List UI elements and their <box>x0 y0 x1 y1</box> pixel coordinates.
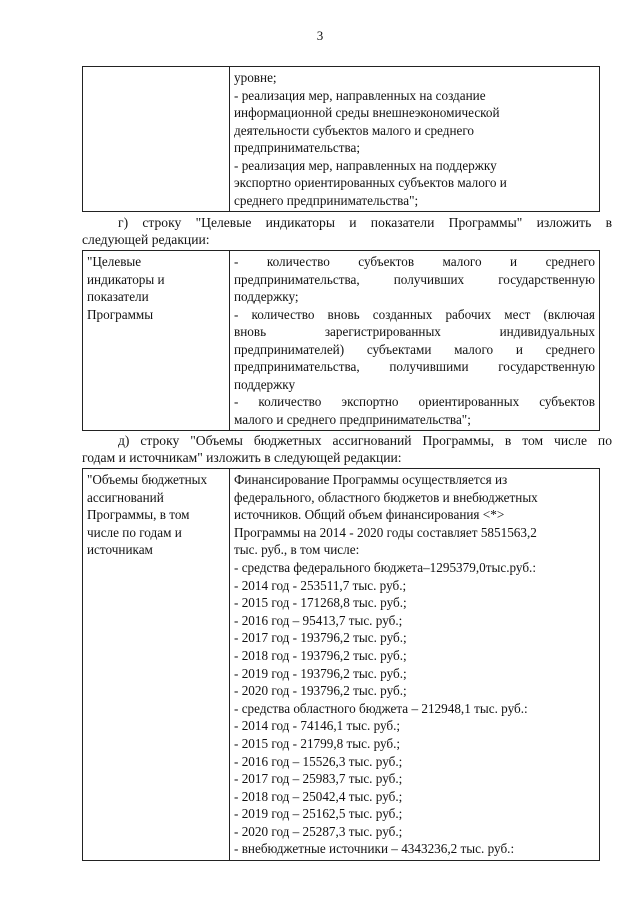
paragraph-d-line: годам и источникам" изложить в следующей редакции: <box>82 450 402 465</box>
table3-line: - 2018 год - 193796,2 тыс. руб.; <box>234 647 407 663</box>
table3-line: - 2016 год – 95413,7 тыс. руб.; <box>234 612 403 628</box>
table3-label-line: числе по годам и <box>87 524 182 540</box>
table2-line: предпринимательства, получивших государственную <box>234 271 595 287</box>
paragraph-g-line: г) строку "Целевые индикаторы и показатели Программы" изложить в <box>118 215 612 230</box>
table3-line: - 2019 год - 193796,2 тыс. руб.; <box>234 665 407 681</box>
table2-line: - количество субъектов малого и среднего <box>234 254 595 269</box>
table3-col1 <box>83 469 230 861</box>
table2-line: поддержку <box>234 376 296 392</box>
table1-line: среднего предпринимательства"; <box>234 192 419 208</box>
table3-line: Финансирование Программы осуществляется из <box>234 472 508 487</box>
table3-line: - 2015 год - 21799,8 тыс. руб.; <box>234 735 401 751</box>
table1-col2 <box>230 67 600 212</box>
table1-line: - реализация мер, направленных на поддержку <box>234 157 497 173</box>
table3-line: - 2014 год - 74146,1 тыс. руб.; <box>234 718 401 734</box>
table3-line: - 2016 год – 15526,3 тыс. руб.; <box>234 753 403 769</box>
table2-line: предпринимательства, получившими государственную <box>234 359 595 374</box>
table3-line: тыс. руб., в том числе: <box>234 542 360 558</box>
table3-line: Программы на 2014 - 2020 годы составляет 5851563,2 <box>234 524 537 540</box>
table2-line: малого и среднего предпринимательства"; <box>234 411 471 427</box>
table2-line: предпринимателей) субъектами малого и среднего <box>234 341 595 357</box>
table3-label-line: Программы, в том <box>87 507 190 523</box>
table3-col2 <box>230 469 600 861</box>
table2-label-line: "Целевые <box>87 254 142 269</box>
table3-line: - средства областного бюджета – 212948,1 тыс. руб.: <box>234 700 528 716</box>
table3-line: - 2017 год - 193796,2 тыс. руб.; <box>234 630 407 646</box>
table2-label-line: Программы <box>87 306 154 322</box>
paragraph-d-line: д) строку "Объемы бюджетных ассигнований Программы, в том числе по <box>118 433 612 448</box>
table1-line: деятельности субъектов малого и среднего <box>234 122 475 138</box>
table2-line: - количество вновь созданных рабочих мест (включая <box>234 306 595 322</box>
table1-line: уровне; <box>234 70 277 85</box>
table3-line: - средства федерального бюджета–1295379,0тыс.руб.: <box>234 559 537 575</box>
table3-line: источников. Общий объем финансирования <*> <box>234 507 505 523</box>
table3-line: - 2017 год – 25983,7 тыс. руб.; <box>234 771 403 787</box>
table2-label-line: индикаторы и <box>87 271 165 287</box>
table-row <box>83 469 600 861</box>
table3-line: - 2018 год – 25042,4 тыс. руб.; <box>234 788 403 804</box>
table1-col1 <box>83 67 230 212</box>
page-number: 3 <box>316 28 324 43</box>
paragraph-g <box>82 214 612 248</box>
table2-col2 <box>230 251 600 431</box>
table3-line: - 2019 год – 25162,5 тыс. руб.; <box>234 806 403 822</box>
table3-line: - 2020 год – 25287,3 тыс. руб.; <box>234 823 403 839</box>
table1-line: экспортно ориентированных субъектов малого и <box>234 175 507 190</box>
table2-line: - количество экспортно ориентированных субъектов <box>234 394 595 409</box>
table3-label-line: источникам <box>87 542 153 558</box>
table2-col1 <box>83 251 230 431</box>
table3-line: - внебюджетные источники – 4343236,2 тыс. руб.: <box>234 841 515 857</box>
table-target-indicators <box>82 250 600 431</box>
table-budget-allocations <box>82 468 600 861</box>
table2-label-line: показатели <box>87 289 149 304</box>
table1-line: - реализация мер, направленных на создание <box>234 87 486 103</box>
table1-line: информационной среды внешнеэкономической <box>234 105 500 120</box>
table1-line: предпринимательства; <box>234 140 361 155</box>
table3-line: - 2015 год - 171268,8 тыс. руб.; <box>234 595 407 611</box>
table3-label-line: ассигнований <box>87 489 164 505</box>
table-row <box>83 251 600 431</box>
paragraph-d <box>82 432 612 466</box>
table2-line: вновь зарегистрированных индивидуальных <box>234 324 595 339</box>
table2-line: поддержку; <box>234 289 299 304</box>
paragraph-g-line: следующей редакции: <box>82 232 210 247</box>
table3-line: - 2020 год - 193796,2 тыс. руб.; <box>234 683 407 699</box>
table-activities-continuation <box>82 66 600 212</box>
table3-label-line: "Объемы бюджетных <box>87 472 208 487</box>
table3-line: - 2014 год - 253511,7 тыс. руб.; <box>234 577 407 593</box>
table-row <box>83 67 600 212</box>
table3-line: федерального, областного бюджетов и внебюджетных <box>234 489 538 505</box>
